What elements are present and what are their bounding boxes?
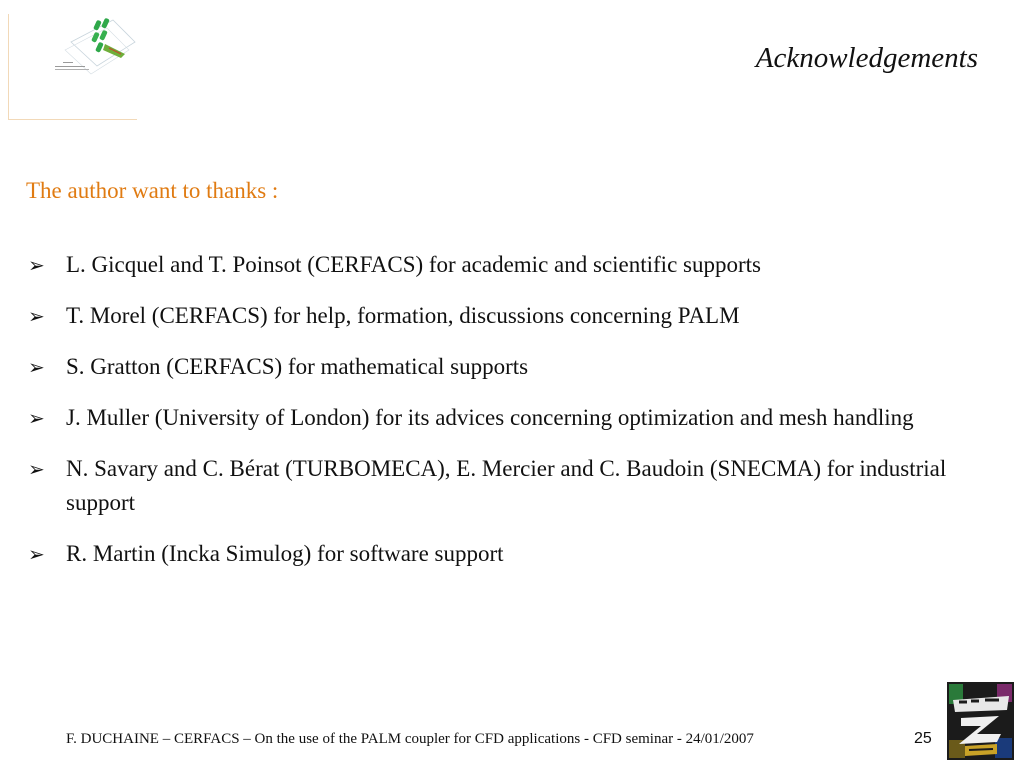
list-item	[26, 350, 1016, 384]
arrow-bullet-icon: ➢	[28, 304, 45, 328]
list-item-text: S. Gratton (CERFACS) for mathematical supports	[66, 354, 529, 379]
list-item	[26, 248, 1016, 282]
cerfacs-logo-box	[8, 14, 137, 120]
list-item	[26, 401, 1016, 435]
list-item-text: L. Gicquel and T. Poinsot (CERFACS) for academic and scientific supports	[66, 252, 761, 277]
arrow-bullet-icon: ➢	[28, 406, 45, 430]
slide-title: Acknowledgements	[755, 42, 978, 74]
arrow-bullet-icon: ➢	[28, 355, 45, 379]
arrow-bullet-icon: ➢	[28, 542, 45, 566]
arrow-bullet-icon: ➢	[28, 457, 45, 481]
list-item-text: N. Savary and C. Bérat (TURBOMECA), E. Mercier and C. Baudoin (SNECMA) for industrial support	[66, 456, 947, 515]
list-item-text: R. Martin (Incka Simulog) for software support	[66, 541, 504, 566]
list-item-text: J. Muller (University of London) for its advices concerning optimization and mesh handling	[66, 405, 914, 430]
cfd-team-logo	[947, 682, 1014, 760]
arrow-bullet-icon: ➢	[28, 253, 45, 277]
list-item-text: T. Morel (CERFACS) for help, formation, discussions concerning PALM	[66, 303, 740, 328]
intro-text: The author want to thanks :	[26, 178, 279, 203]
list-item	[26, 537, 1016, 571]
list-item	[26, 452, 1016, 520]
list-item	[26, 299, 1016, 333]
page-number: 25	[914, 730, 932, 747]
cfd-geometry-logo-icon	[9, 14, 137, 119]
acknowledgement-list	[26, 248, 1016, 588]
cfd-team-logo-icon	[947, 682, 1014, 760]
footer-citation: F. DUCHAINE – CERFACS – On the use of the PALM coupler for CFD applications - CFD seminar - 24/01/2007	[66, 731, 754, 747]
